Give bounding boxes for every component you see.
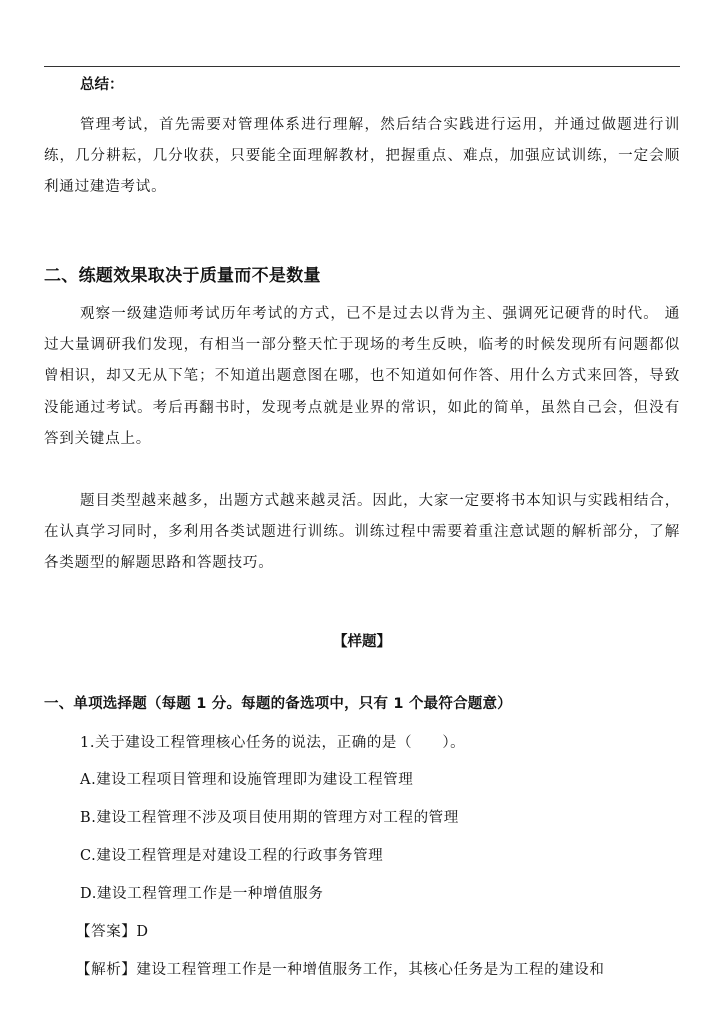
answer-line: 【答案】D [76, 924, 149, 940]
question-1: 1.关于建设工程管理核心任务的说法，正确的是（ ）。 [80, 735, 466, 751]
option-b: B.建设工程管理不涉及项目使用期的管理方对工程的管理 [80, 810, 459, 826]
summary-paragraph: 管理考试，首先需要对管理体系进行理解，然后结合实践进行运用，并通过做题进行训练，几分耕耘，几分收获，只要能全面理解教材，把握重点、难点，加强应试训练，一定会顺利通过建造考试。 [44, 117, 680, 196]
sample-questions-title: 【样题】 [333, 634, 391, 650]
analysis-line: 【解析】建设工程管理工作是一种增值服务工作，其核心任务是为工程的建设和 [76, 962, 605, 978]
summary-title: 总结： [80, 77, 124, 93]
section-heading: 二、练题效果取决于质量而不是数量 [44, 266, 321, 286]
option-c: C.建设工程管理是对建设工程的行政事务管理 [80, 848, 384, 864]
header-rule [44, 66, 680, 67]
option-d: D.建设工程管理工作是一种增值服务 [80, 886, 324, 902]
question-types-paragraph: 题目类型越来越多，出题方式越来越灵活。因此，大家一定要将书本知识与实践相结合，在认真学习同时，多利用各类试题进行训练。训练过程中需要着重注意试题的解析部分，了解各类题型的解题思路和答题技巧。 [44, 493, 680, 572]
single-choice-heading: 一、单项选择题（每题 1 分。每题的备选项中，只有 1 个最符合题意） [44, 696, 512, 712]
option-a: A.建设工程项目管理和设施管理即为建设工程管理 [80, 772, 414, 788]
observation-paragraph: 观察一级建造师考试历年考试的方式，已不是过去以背为主、强调死记硬背的时代。 通过大量调研我们发现，有相当一部分整天忙于现场的考生反映，临考的时候发现所有问题都似曾相识，却又无从下笔；不知道出题意图在哪，也不知道如何作答、用什么方式来回答，导致没能通过考试。考后再翻书时，发现考点就是业界的常识，如此的简单，虽然自己会，但没有答到关键点上。 [44, 306, 680, 447]
